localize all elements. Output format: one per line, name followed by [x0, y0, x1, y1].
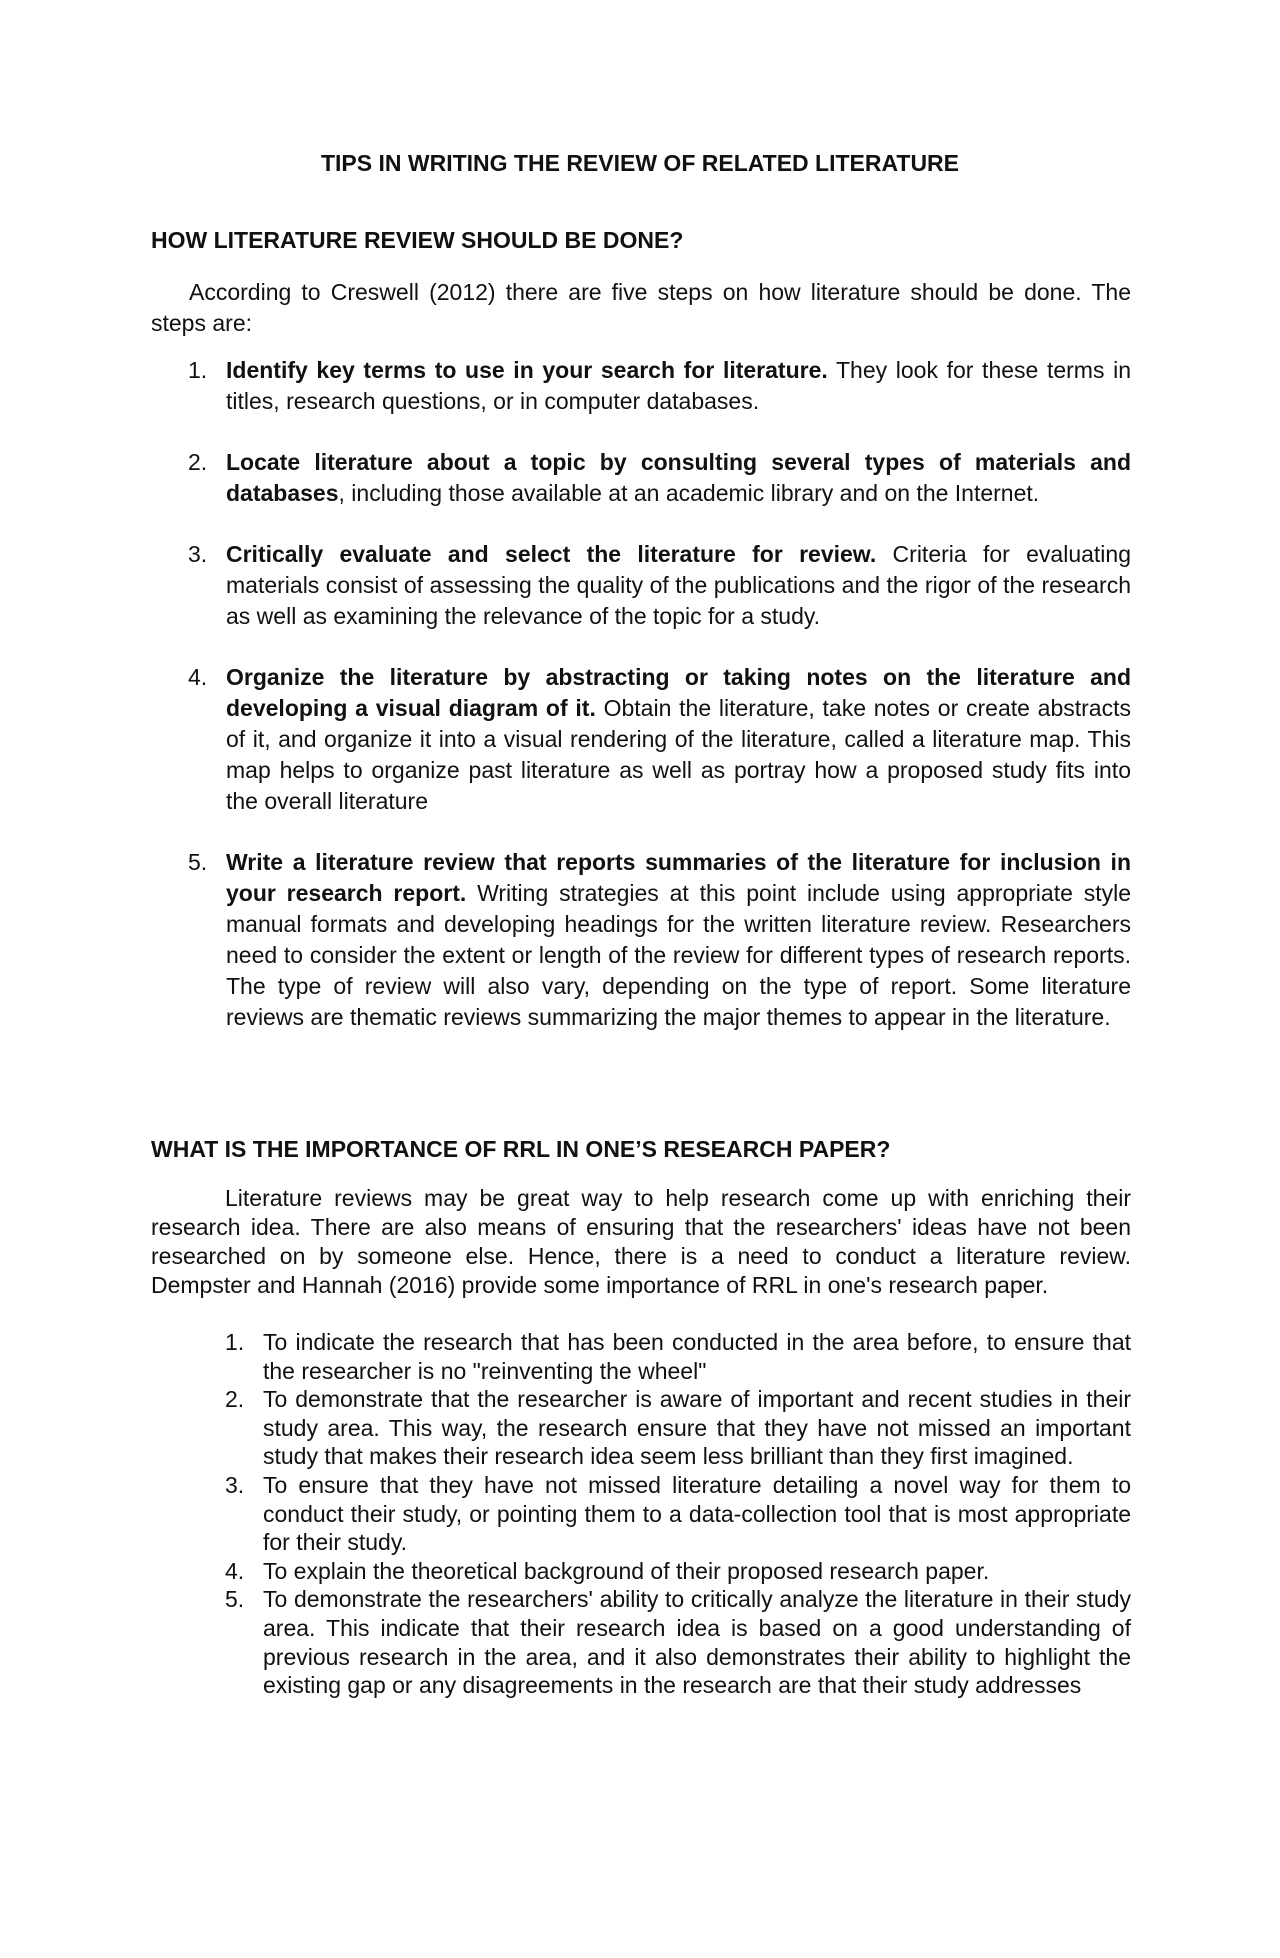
list-item-bold-lead: Write a literature review that reports summaries of the literature for inclusion in your research report.: [226, 849, 1131, 906]
section1-intro-paragraph: According to Creswell (2012) there are five steps on how literature should be done. The steps are:: [151, 279, 1131, 336]
list-item: [185, 539, 1131, 632]
list-item-number: 5.: [225, 1586, 245, 1613]
list-item: [222, 1585, 1131, 1699]
list-item: [185, 355, 1131, 417]
list-item-number: 2.: [225, 1386, 245, 1413]
list-item-text: Writing strategies at this point include using appropriate style manual formats and developing headings for the written literature review. Researchers need to consider the extent or length of the review for different types of research reports. The type of review will also vary, depending on the type of report. Some literature reviews are thematic reviews summarizing the major themes to appear in the literature.: [226, 880, 1131, 1030]
list-item-text: To indicate the research that has been conducted in the area before, to ensure that the researcher is no "reinventing the wheel": [263, 1329, 1131, 1384]
list-item-number: 1.: [225, 1329, 245, 1355]
section-heading-importance: WHAT IS THE IMPORTANCE OF RRL IN ONE’S RESEARCH PAPER?: [151, 1136, 891, 1162]
list-item-text: To explain the theoretical background of their proposed research paper.: [263, 1557, 990, 1584]
importance-list: [222, 1328, 1131, 1700]
list-item-text: To demonstrate that the researcher is aware of important and recent studies in their study area. This way, the research ensure that they have not missed an important study that makes their research idea seem less brilliant than they first imagined.: [263, 1386, 1131, 1470]
list-item-bold-lead: Critically evaluate and select the literature for review.: [226, 541, 877, 567]
list-item-bold-lead: Identify key terms to use in your search for literature.: [226, 357, 828, 383]
section2-intro-paragraph: Literature reviews may be great way to help research come up with enriching their research idea. There are also means of ensuring that the researchers' ideas have not been researched on by someone else. Hence, there is a need to conduct a literature review. Dempster and Hannah (2016) provide some importance of RRL in one's research paper.: [151, 1185, 1131, 1298]
list-item-text: , including those available at an academic library and on the Internet.: [338, 480, 1040, 506]
list-item-number: 5.: [188, 849, 208, 875]
list-item-number: 4.: [225, 1557, 245, 1584]
list-item-number: 3.: [188, 541, 208, 567]
document-title: TIPS IN WRITING THE REVIEW OF RELATED LITERATURE: [320, 150, 960, 176]
list-item-text: They look for these terms in titles, research questions, or in computer databases.: [226, 357, 1131, 414]
list-item: [185, 847, 1131, 1033]
section-heading-how-done: HOW LITERATURE REVIEW SHOULD BE DONE?: [151, 227, 684, 253]
list-item-text: Obtain the literature, take notes or create abstracts of it, and organize it into a visual rendering of the literature, called a literature map. This map helps to organize past literature as well as portray how a proposed study fits into the overall literature: [226, 695, 1131, 814]
list-item: [222, 1385, 1131, 1471]
list-item-number: 3.: [225, 1471, 245, 1498]
list-item-number: 2.: [188, 449, 208, 475]
list-item: [185, 662, 1131, 817]
list-item-text: Criteria for evaluating materials consist of assessing the quality of the publications and the rigor of the research as well as examining the relevance of the topic for a study.: [226, 541, 1131, 629]
list-item-bold-lead: Locate literature about a topic by consulting several types of materials and databases: [226, 449, 1131, 506]
list-item: [222, 1471, 1131, 1557]
list-item-bold-lead: Organize the literature by abstracting or taking notes on the literature and developing a visual diagram of it.: [226, 664, 1131, 721]
list-item: [222, 1557, 1131, 1586]
steps-list: [185, 355, 1131, 1063]
list-item: [185, 447, 1131, 509]
list-item-text: To ensure that they have not missed literature detailing a novel way for them to conduct their study, or pointing them to a data-collection tool that is most appropriate for their study.: [263, 1471, 1131, 1556]
list-item: [222, 1328, 1131, 1385]
list-item-number: 1.: [188, 357, 208, 383]
list-item-text: To demonstrate the researchers' ability to critically analyze the literature in their study area. This indicate that their research idea is based on a good understanding of previous research in the area, and it also demonstrates their ability to highlight the existing gap or any disagreements in the research are that their study addresses: [263, 1586, 1131, 1699]
list-item-number: 4.: [188, 664, 208, 690]
